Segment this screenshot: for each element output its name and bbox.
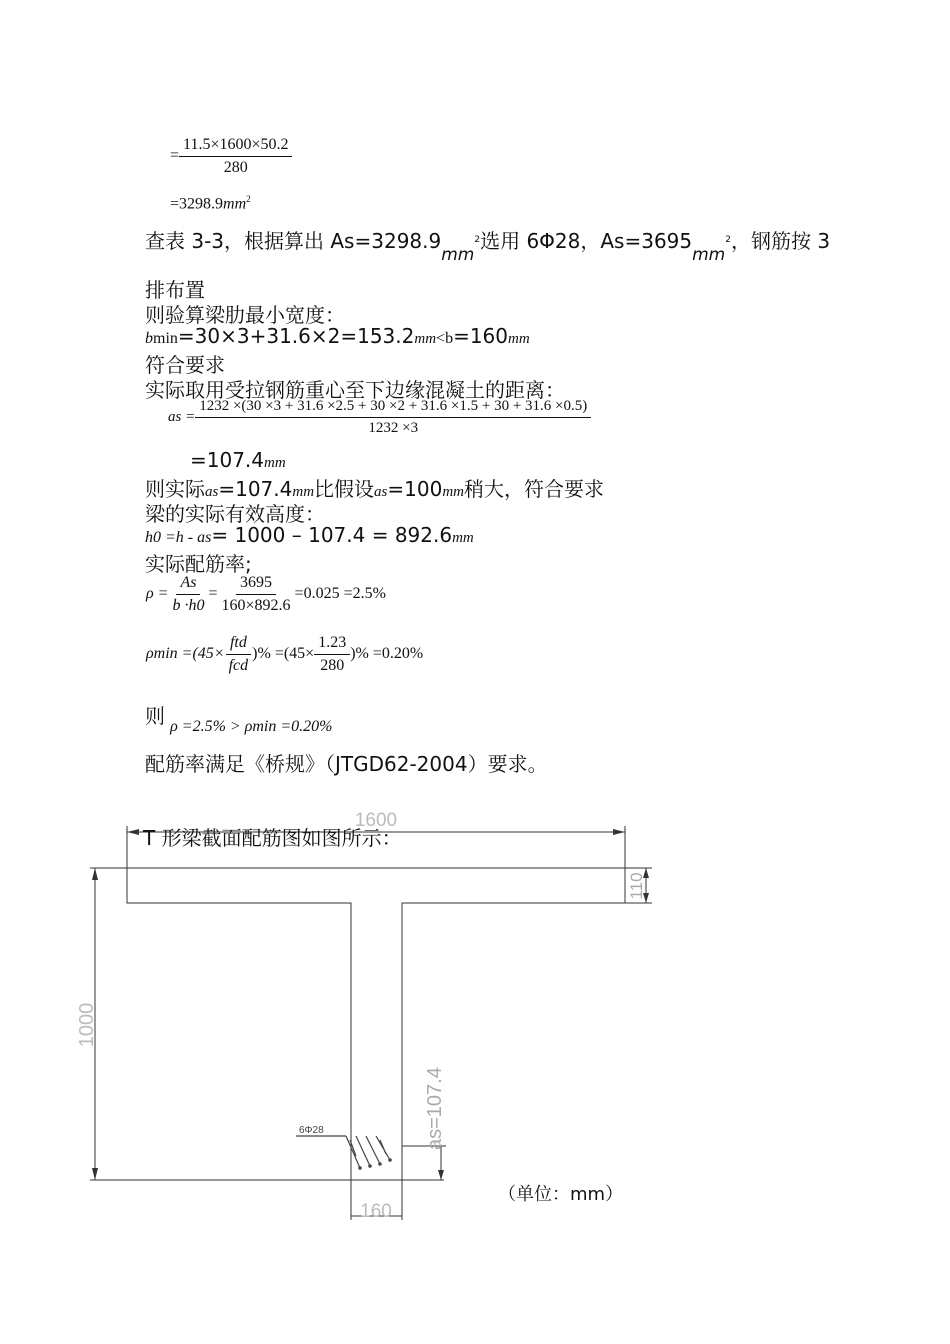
actual-as-line: 则实际as=107.4mm比假设as=100mm稍大，符合要求 — [145, 477, 604, 501]
verify-width-conclusion: 符合要求 — [145, 353, 225, 377]
t-beam-outline — [127, 868, 625, 1180]
dim-as-label: as=107.4 — [424, 1067, 446, 1150]
eq1-numerator: 11.5×1600×50.2 — [179, 136, 292, 157]
rebar-dots — [358, 1158, 392, 1170]
dim-height-label: 1000 — [76, 1002, 98, 1048]
as-calc-fraction: as = 1232 ×(30 ×3 + 31.6 ×2.5 + 30 ×2 + 31.6 ×1.5 + 30 + 31.6 ×0.5) 1232 ×3 — [168, 398, 591, 437]
dim-top-label: 1600 — [354, 810, 398, 831]
dimension-arrows — [92, 829, 649, 1180]
rhomin-expr: ρmin =(45× $\frac{\text{ftd}}{\text{fcd}}$ )% =(45× $\frac{1.23}{280}$ )% =0.20% — [146, 634, 424, 674]
h0-expr: h0 =h - as= 1000 – 107.4 = 892.6mm — [145, 523, 474, 547]
rebar-label: 6Φ28 — [299, 1125, 324, 1136]
para1-line1: 查表 3-3，根据算出 $As=3298.9_{mm}^2$选用 6Φ28，$As=3695_{mm}^2$，钢筋按 3 — [145, 229, 831, 265]
eq1-result: $=3298.9mm^2$ — [170, 194, 251, 213]
as-calc-denominator: 1232 ×3 — [368, 420, 419, 436]
as-calc-numerator: 1232 ×(30 ×3 + 31.6 ×2.5 + 30 ×2 + 31.6 ×1.5 + 30 + 31.6 ×0.5) — [195, 398, 591, 418]
conclusion: 配筋率满足《桥规》（JTGD62-2004）要求。 — [145, 752, 548, 776]
eq1-equals: = — [170, 147, 180, 165]
eq1-denominator: 280 — [223, 159, 248, 176]
dim-web-label: 160 — [360, 1201, 392, 1222]
dimension-lines — [90, 826, 652, 1220]
rho-expr: ρ = $\frac{As}{b \cdot h0}$ = $\frac{3695}{160\times 892.6}$ =0.025 =2.5% — [146, 574, 386, 614]
h0-title: 梁的实际有效高度： — [145, 502, 325, 526]
as-calc-result: =107.4mm — [190, 448, 286, 472]
unit-note: （单位：mm） — [498, 1184, 624, 1205]
dim-flange-label: 110 — [627, 872, 646, 900]
rebar-group — [296, 1136, 390, 1168]
figure-caption: T 形梁截面配筋图如图所示： — [143, 826, 402, 850]
verify-width-title: 则验算梁肋最小宽度： — [145, 303, 345, 327]
compare-line: 则 ρ =2.5% > ρmin =0.20% — [145, 704, 333, 735]
as-calc-title: 实际取用受拉钢筋重心至下边缘混凝土的距离： — [145, 378, 565, 402]
para1-line2: 排布置 — [145, 278, 205, 302]
rho-title: 实际配筋率; — [145, 552, 252, 576]
verify-width-expr: bmin=30×3+31.6×2=153.2mm<b=160mm — [145, 324, 530, 348]
